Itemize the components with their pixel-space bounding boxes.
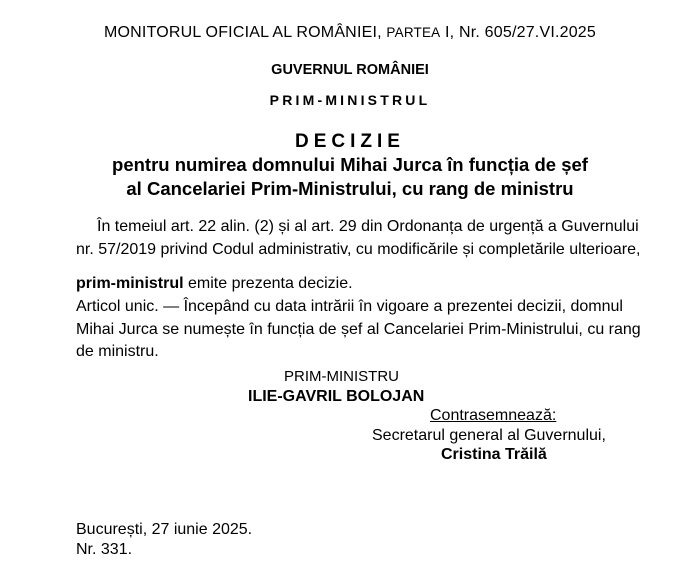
legal-basis-line-2: nr. 57/2019 privind Codul administrativ, cu modificările și completările ulterioare, bbox=[76, 241, 641, 258]
decision-number: Nr. 331. bbox=[76, 541, 133, 558]
prime-minister-heading: PRIM-MINISTRUL bbox=[269, 92, 431, 108]
government-heading: GUVERNUL ROMÂNIEI bbox=[271, 62, 429, 78]
article-line-2: Mihai Jurca se numește în funcția de șef al Cancelariei Prim-Ministrului, cu rang bbox=[76, 321, 641, 338]
signatory-role: PRIM-MINISTRU bbox=[284, 368, 399, 385]
publication-name: MONITORUL OFICIAL AL ROMÂNIEI, bbox=[104, 24, 387, 41]
part-number: I, bbox=[440, 24, 459, 41]
issuer-name-bold: prim-ministrul bbox=[76, 275, 184, 292]
issue-number: Nr. 605/27.VI.2025 bbox=[458, 24, 596, 41]
gazette-header bbox=[0, 24, 700, 42]
article-line-1: Articol unic. — Începând cu data intrării în vigoare a prezentei decizii, domnul bbox=[76, 298, 623, 315]
article-line-3: de ministru. bbox=[76, 343, 159, 360]
title-line-1: pentru numirea domnului Mihai Jurca în funcția de șef bbox=[112, 154, 588, 175]
issuing-clause-text: emite prezenta decizie. bbox=[183, 275, 353, 292]
document-type: DECIZIE bbox=[295, 131, 405, 152]
countersign-name: Cristina Trăilă bbox=[441, 446, 547, 463]
signatory-name: ILIE-GAVRIL BOLOJAN bbox=[248, 388, 425, 405]
place-and-date: București, 27 iunie 2025. bbox=[76, 521, 253, 538]
part-label: PARTEA bbox=[386, 25, 441, 40]
legal-basis-line-1: În temeiul art. 22 alin. (2) și al art. 29 din Ordonanța de urgență a Guvernului bbox=[97, 218, 639, 235]
issuing-clause bbox=[76, 272, 353, 295]
countersign-label: Contrasemnează: bbox=[430, 407, 557, 424]
title-line-2: al Cancelariei Prim-Ministrului, cu rang de ministru bbox=[126, 178, 574, 199]
countersign-role: Secretarul general al Guvernului, bbox=[372, 427, 606, 444]
